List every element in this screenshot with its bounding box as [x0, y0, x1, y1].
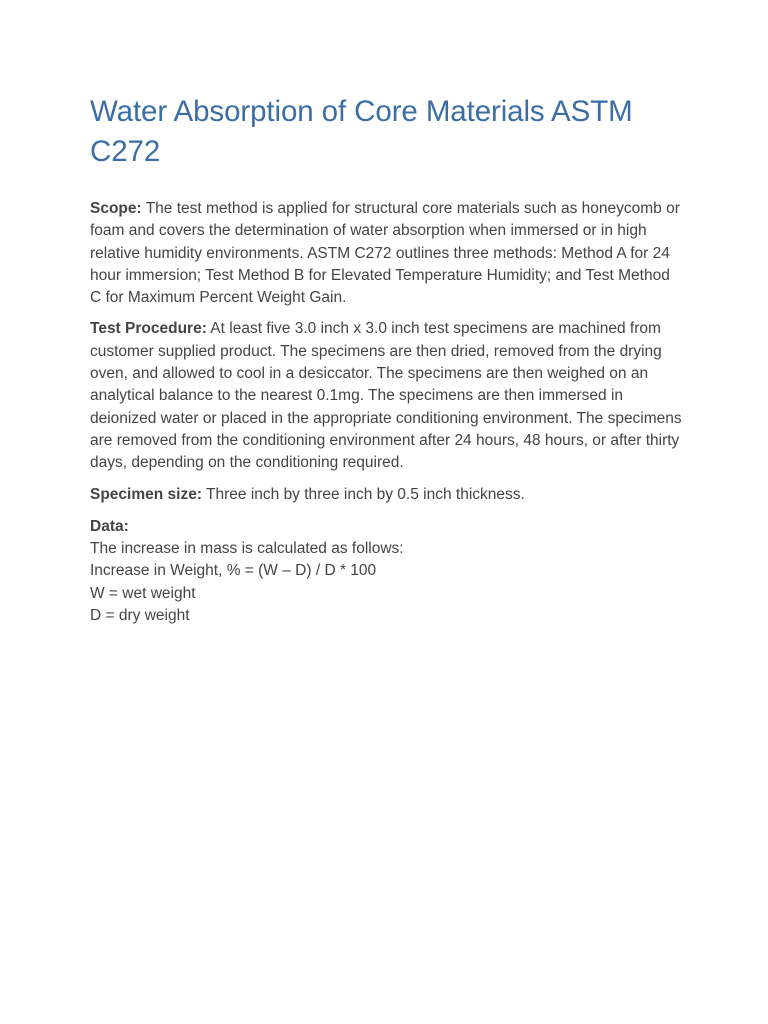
data-line-wet-weight: W = wet weight: [90, 584, 196, 602]
scope-text: The test method is applied for structural core materials such as honeycomb or foam and covers the determination of water absorption when immersed or in high relative humidity environments. ASTM C272 outlines three methods: Method A for 24 hour immersion; Test Method B for Elevated Temperature Humidity; and Test Method C for Maximum Percent Weight Gain.: [90, 200, 680, 307]
scope-paragraph: [90, 198, 682, 309]
document-page: [90, 92, 682, 627]
specimen-size-paragraph: [90, 484, 682, 506]
test-procedure-paragraph: [90, 318, 682, 474]
data-section: [90, 516, 682, 627]
specimen-size-text: Three inch by three inch by 0.5 inch thickness.: [202, 485, 525, 503]
document-title: Water Absorption of Core Materials ASTM C272: [90, 95, 633, 168]
test-procedure-text: At least five 3.0 inch x 3.0 inch test specimens are machined from customer supplied product. The specimens are then dried, removed from the drying oven, and allowed to cool in a desiccator. The specimens are then weighed on an analytical balance to the nearest 0.1mg. The specimens are then immersed in deionized water or placed in the appropriate conditioning environment. The specimens are removed from the conditioning environment after 24 hours, 48 hours, or after thirty days, depending on the conditioning required.: [90, 320, 682, 472]
scope-label: Scope:: [90, 200, 142, 217]
data-label: Data:: [90, 517, 129, 535]
data-line-intro: The increase in mass is calculated as follows:: [90, 540, 404, 558]
data-line-dry-weight: D = dry weight: [90, 607, 190, 625]
specimen-size-label: Specimen size:: [90, 485, 202, 503]
test-procedure-label: Test Procedure:: [90, 320, 207, 338]
data-line-formula: Increase in Weight, % = (W – D) / D * 100: [90, 562, 377, 580]
